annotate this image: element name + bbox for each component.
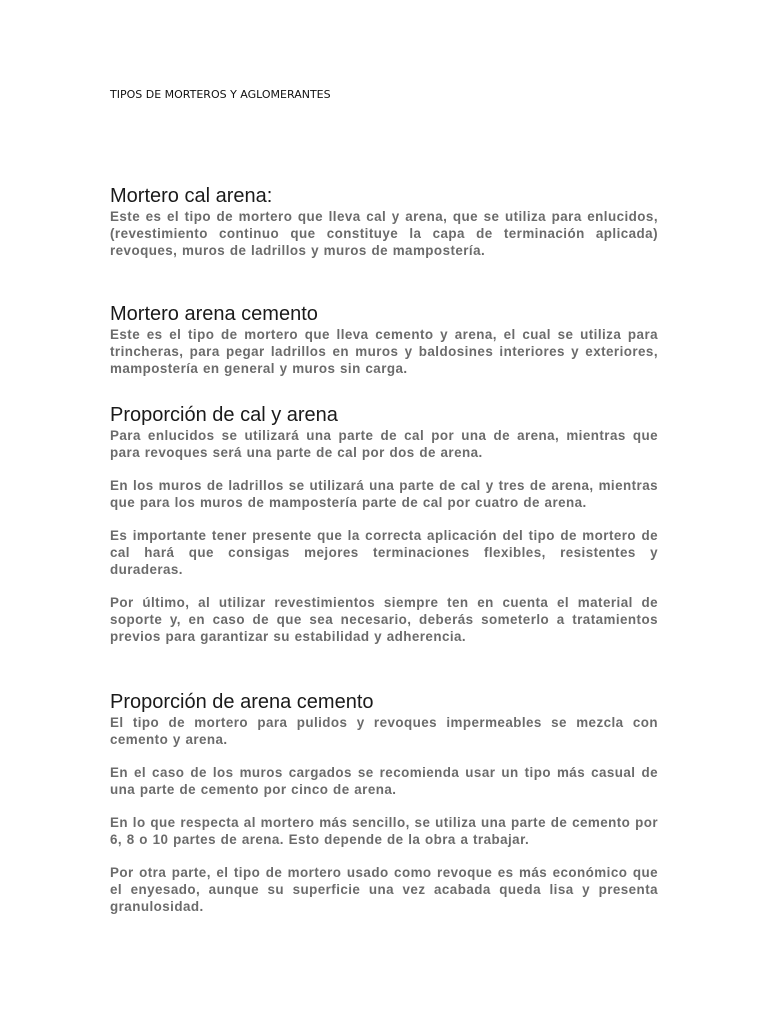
section-heading: Mortero cal arena: [110,185,273,207]
paragraph: En los muros de ladrillos se utilizará una parte de cal y tres de arena, mientras que para los muros de mampostería parte de cal por cuatro de arena. [110,478,658,510]
paragraph: El tipo de mortero para pulidos y revoques impermeables se mezcla con cemento y arena. [110,715,658,747]
paragraph: Es importante tener presente que la correcta aplicación del tipo de mortero de cal hará que consigas mejores terminaciones flexibles, resistentes y duraderas. [110,528,658,577]
paragraph: Por último, al utilizar revestimientos siempre ten en cuenta el material de soporte y, en caso de que sea necesario, deberás someterlo a tratamientos previos para garantizar su estabilidad y adherencia. [110,595,658,644]
paragraph: Para enlucidos se utilizará una parte de cal por una de arena, mientras que para revoques será una parte de cal por dos de arena. [110,428,658,460]
paragraph: En el caso de los muros cargados se recomienda usar un tipo más casual de una parte de cemento por cinco de arena. [110,765,658,797]
paragraph: Este es el tipo de mortero que lleva cemento y arena, el cual se utiliza para trincheras, para pegar ladrillos en muros y baldosines interiores y exteriores, mampostería en general y muros sin carga. [110,327,658,376]
paragraph: En lo que respecta al mortero más sencillo, se utiliza una parte de cemento por 6, 8 o 10 partes de arena. Esto depende de la obra a trabajar. [110,815,658,847]
section-mortero-arena-cemento [110,302,658,377]
paragraph: Por otra parte, el tipo de mortero usado como revoque es más económico que el enyesado, aunque su superficie una vez acabada queda lisa y presenta granulosidad. [110,865,658,914]
paragraph: Este es el tipo de mortero que lleva cal y arena, que se utiliza para enlucidos, (revestimiento continuo que constituye la capa de terminación aplicada) revoques, muros de ladrillos y muros de mampostería. [110,209,658,258]
section-proporcion-cal-arena [110,403,658,645]
document-title: TIPOS DE MORTEROS Y AGLOMERANTES [110,88,331,101]
section-proporcion-arena-cemento [110,690,658,915]
section-heading: Mortero arena cemento [110,303,318,325]
section-mortero-cal-arena [110,184,658,259]
section-heading: Proporción de cal y arena [110,404,338,426]
section-heading: Proporción de arena cemento [110,691,374,713]
